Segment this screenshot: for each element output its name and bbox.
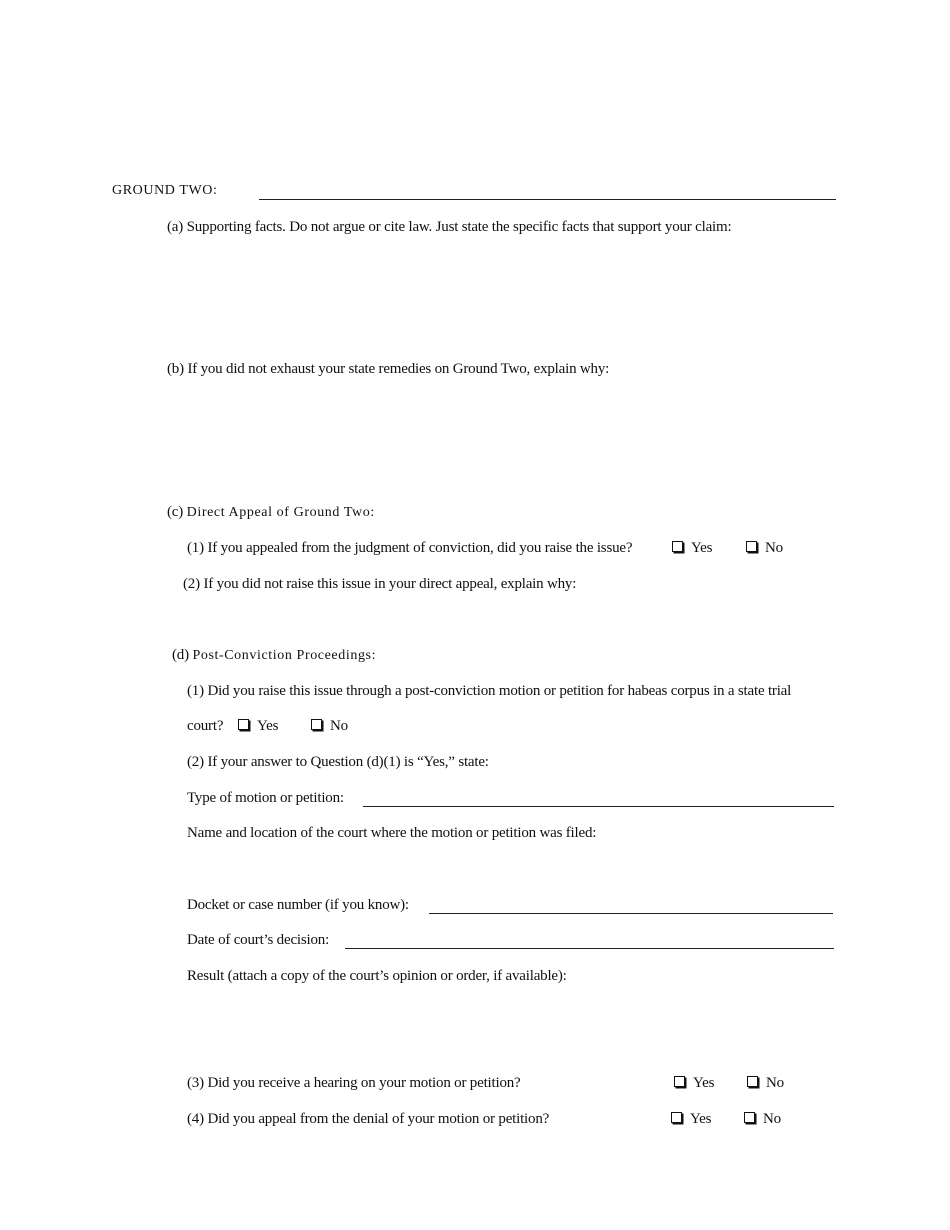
- no-label: No: [763, 1111, 781, 1127]
- post-conviction-no-option[interactable]: [311, 718, 348, 735]
- appeal-denial-yes-option[interactable]: [671, 1111, 711, 1128]
- docket-number-field[interactable]: [429, 913, 833, 914]
- post-conviction-q1-line2: court?: [187, 718, 224, 734]
- decision-date-field[interactable]: [345, 948, 834, 949]
- type-of-motion-field[interactable]: [363, 806, 834, 807]
- checkbox-icon[interactable]: [238, 719, 249, 730]
- ground-two-label: GROUND TWO:: [112, 183, 218, 198]
- post-conviction-q1-line1: (1) Did you raise this issue through a post-conviction motion or petition for habeas corpus in a state trial: [187, 683, 792, 699]
- checkbox-icon[interactable]: [671, 1112, 682, 1123]
- direct-appeal-q1: (1) If you appealed from the judgment of conviction, did you raise the issue?: [187, 540, 633, 556]
- direct-appeal-heading: [167, 504, 375, 521]
- no-label: No: [330, 718, 348, 734]
- direct-appeal-explain-area[interactable]: [183, 600, 836, 638]
- result-answer-area[interactable]: [187, 993, 836, 1063]
- court-name-location-area[interactable]: [187, 850, 836, 890]
- direct-appeal-q2: (2) If you did not raise this issue in your direct appeal, explain why:: [183, 576, 577, 592]
- yes-label: Yes: [690, 1111, 712, 1127]
- yes-label: Yes: [257, 718, 279, 734]
- docket-number-label: Docket or case number (if you know):: [187, 897, 409, 913]
- appeal-denial-no-option[interactable]: [744, 1111, 781, 1128]
- hearing-yes-option[interactable]: [674, 1075, 714, 1092]
- no-label: No: [766, 1075, 784, 1091]
- hearing-no-option[interactable]: [747, 1075, 784, 1092]
- checkbox-icon[interactable]: [672, 541, 683, 552]
- checkbox-icon[interactable]: [311, 719, 322, 730]
- ground-two-field[interactable]: [259, 199, 836, 200]
- post-conviction-q2: (2) If your answer to Question (d)(1) is “Yes,” state:: [187, 754, 489, 770]
- post-conviction-heading-text: Post-Conviction Proceedings:: [192, 648, 377, 663]
- checkbox-icon[interactable]: [747, 1076, 758, 1087]
- checkbox-icon[interactable]: [744, 1112, 755, 1123]
- direct-appeal-heading-text: Direct Appeal of Ground Two:: [186, 505, 375, 520]
- direct-appeal-no-option[interactable]: [746, 540, 783, 557]
- yes-label: Yes: [693, 1075, 715, 1091]
- supporting-facts-answer-area[interactable]: [167, 245, 836, 345]
- exhaust-remedies-prompt: (b) If you did not exhaust your state remedies on Ground Two, explain why:: [167, 361, 610, 377]
- decision-date-label: Date of court’s decision:: [187, 932, 330, 948]
- post-conviction-yes-option[interactable]: [238, 718, 278, 735]
- direct-appeal-heading-prefix: (c): [167, 504, 184, 520]
- no-label: No: [765, 540, 783, 556]
- checkbox-icon[interactable]: [746, 541, 757, 552]
- checkbox-icon[interactable]: [674, 1076, 685, 1087]
- yes-label: Yes: [691, 540, 713, 556]
- exhaust-remedies-answer-area[interactable]: [167, 388, 836, 488]
- direct-appeal-yes-option[interactable]: [672, 540, 712, 557]
- result-label: Result (attach a copy of the court’s opinion or order, if available):: [187, 968, 567, 984]
- appeal-denial-question: (4) Did you appeal from the denial of your motion or petition?: [187, 1111, 550, 1127]
- hearing-question: (3) Did you receive a hearing on your motion or petition?: [187, 1075, 521, 1091]
- court-name-location-label: Name and location of the court where the motion or petition was filed:: [187, 825, 597, 841]
- supporting-facts-prompt: (a) Supporting facts. Do not argue or cite law. Just state the specific facts that support your claim:: [167, 219, 732, 235]
- post-conviction-heading: [172, 647, 376, 664]
- type-of-motion-label: Type of motion or petition:: [187, 790, 344, 806]
- post-conviction-heading-prefix: (d): [172, 647, 189, 663]
